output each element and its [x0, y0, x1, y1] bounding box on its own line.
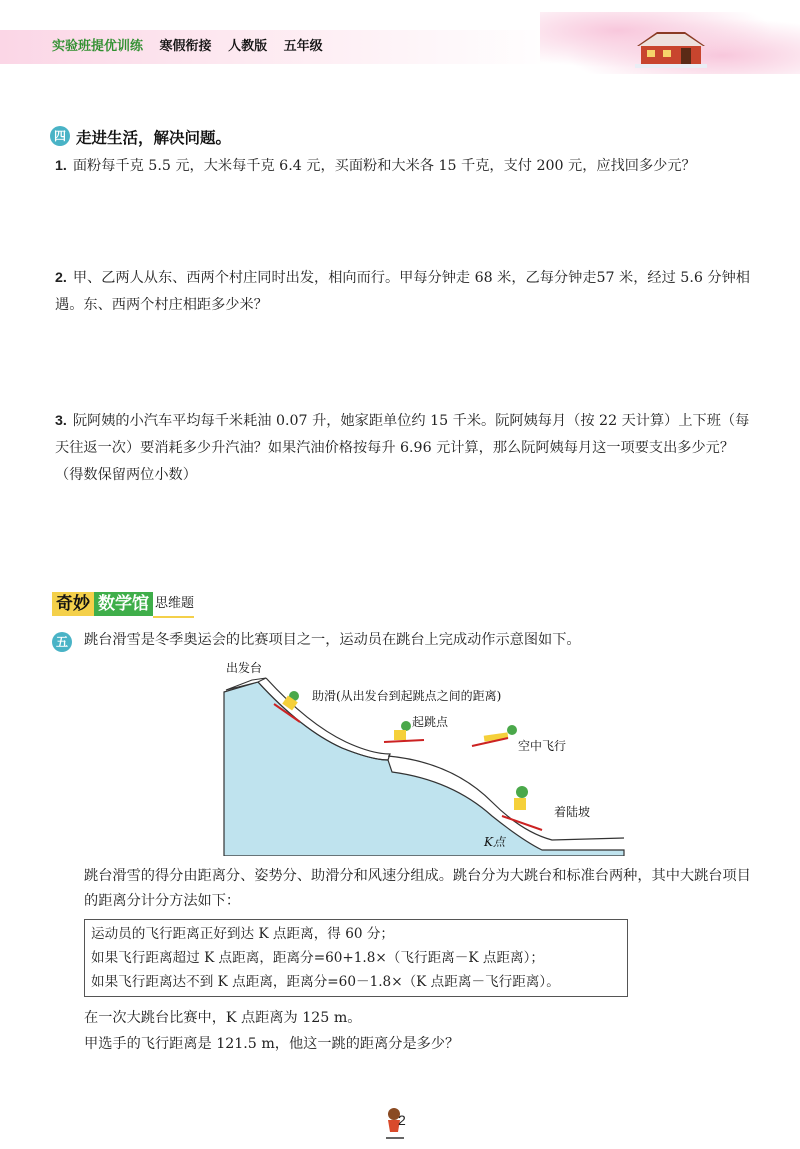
banner-part2: 数学馆: [94, 592, 153, 616]
label-takeoff: 起跳点: [412, 715, 449, 729]
ski-jump-diagram: [222, 660, 632, 856]
header-text: [52, 35, 335, 54]
banner-part3: 思维题: [153, 592, 194, 618]
question-2: [55, 265, 760, 319]
section-five-intro: 跳台滑雪是冬季奥运会的比赛项目之一，运动员在跳台上完成动作示意图如下。: [84, 632, 581, 648]
rule-3: 如果飞行距离达不到 K 点距离，距离分=60－1.8×（K 点距离－飞行距离）。: [91, 974, 560, 990]
rule-2: 如果飞行距离超过 K 点距离，距离分=60+1.8×（飞行距离－K 点距离）；: [91, 950, 544, 966]
skier-flight-icon: [472, 725, 517, 746]
skier-landing-icon: [502, 786, 542, 830]
banner-part1: 奇妙: [52, 592, 94, 616]
math-hall-banner: [52, 592, 194, 616]
question-1-number: 1.: [55, 158, 67, 174]
question-2-number: 2.: [55, 270, 67, 286]
question-3-text: 阮阿姨的小汽车平均每千米耗油 0.07 升，她家距单位约 15 千米。阮阿姨每月（按 22 天计算）上下班（每天往返一次）要消耗多少升汽油？如果汽油价格按每升 6.96 元计算，那么阮阿姨每月这一项要支出多少元？（得数保留两位小数）: [55, 413, 750, 483]
section-four-icon: 四: [50, 126, 70, 146]
section-five-para1: 跳台滑雪的得分由距离分、姿势分、助滑分和风速分组成。跳台分为大跳台和标准台两种，其中大跳台项目的距离分计分方法如下：: [84, 868, 751, 909]
header-series: 实验班提优训练: [52, 39, 144, 54]
question-1: [55, 153, 760, 180]
section-five-icon: 五: [52, 632, 72, 652]
question-3-number: 3.: [55, 413, 67, 429]
header-edition: 人教版: [228, 39, 268, 54]
label-start: 出发台: [226, 661, 263, 675]
scoring-rules-box: [84, 919, 628, 997]
house-icon: [635, 30, 707, 68]
label-run: 助滑(从出发台到起跳点之间的距离): [312, 689, 502, 703]
label-k-point: K点: [484, 835, 505, 849]
section-five-para3: 甲选手的飞行距离是 121.5 m，他这一跳的距离分是多少？: [84, 1036, 460, 1052]
question-1-text: 面粉每千克 5.5 元，大米每千克 6.4 元，买面粉和大米各 15 千克，支付 200 元，应找回多少元？: [72, 158, 696, 174]
question-3: [55, 408, 760, 489]
header-grade: 五年级: [283, 39, 323, 54]
section-five-para2: 在一次大跳台比赛中，K 点距离为 125 m。: [84, 1010, 362, 1026]
label-landing: 着陆坡: [554, 805, 591, 819]
question-2-text: 甲、乙两人从东、西两个村庄同时出发，相向而行。甲每分钟走 68 米，乙每分钟走57 米，经过 5.6 分钟相遇。东、西两个村庄相距多少米？: [55, 270, 750, 313]
section-four-title: 走进生活，解决问题。: [76, 129, 232, 147]
header-title: 寒假衔接: [159, 39, 212, 54]
rule-1: 运动员的飞行距离正好到达 K 点距离，得 60 分；: [91, 926, 395, 942]
label-flight: 空中飞行: [518, 739, 567, 753]
page-number: 2: [398, 1112, 406, 1128]
